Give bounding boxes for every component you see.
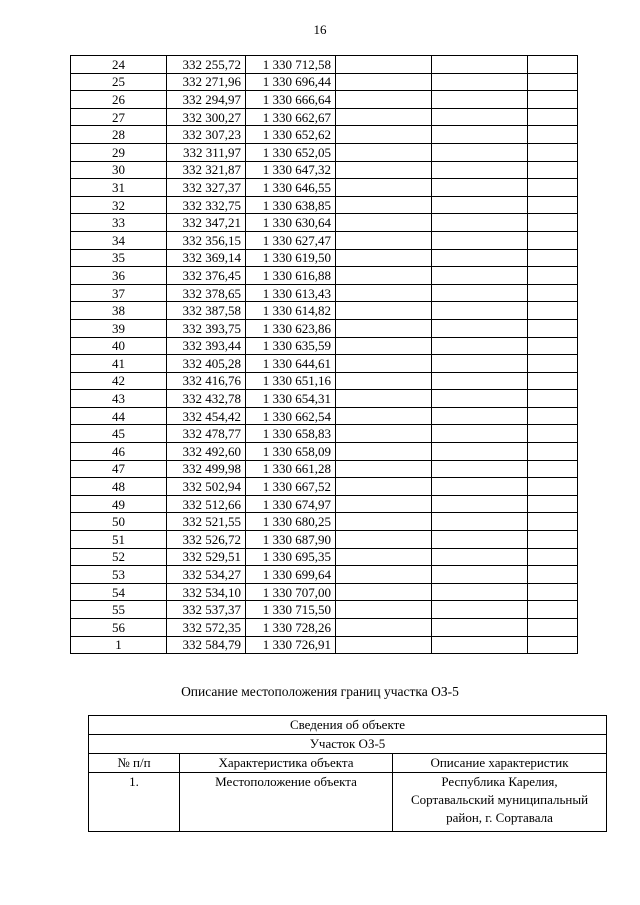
empty-cell [432, 478, 528, 496]
empty-cell [528, 231, 578, 249]
empty-cell [432, 407, 528, 425]
empty-cell [528, 460, 578, 478]
coordinate-row [71, 390, 578, 408]
empty-cell [432, 108, 528, 126]
y-coordinate-cell: 1 330 638,85 [246, 196, 336, 214]
x-coordinate-cell: 332 492,60 [167, 443, 246, 461]
y-coordinate-cell: 1 330 654,31 [246, 390, 336, 408]
y-coordinate-cell: 1 330 658,09 [246, 443, 336, 461]
point-number-cell: 44 [71, 407, 167, 425]
x-coordinate-cell: 332 478,77 [167, 425, 246, 443]
empty-cell [336, 126, 432, 144]
empty-cell [336, 214, 432, 232]
y-coordinate-cell: 1 330 712,58 [246, 56, 336, 74]
y-coordinate-cell: 1 330 667,52 [246, 478, 336, 496]
x-coordinate-cell: 332 311,97 [167, 143, 246, 161]
x-coordinate-cell: 332 378,65 [167, 284, 246, 302]
empty-cell [528, 91, 578, 109]
x-coordinate-cell: 332 454,42 [167, 407, 246, 425]
coordinate-row [71, 619, 578, 637]
empty-cell [528, 108, 578, 126]
x-coordinate-cell: 332 376,45 [167, 267, 246, 285]
point-number-cell: 38 [71, 302, 167, 320]
empty-cell [528, 407, 578, 425]
point-number-cell: 32 [71, 196, 167, 214]
point-number-cell: 42 [71, 372, 167, 390]
empty-cell [432, 513, 528, 531]
empty-cell [432, 425, 528, 443]
empty-cell [432, 531, 528, 549]
y-coordinate-cell: 1 330 647,32 [246, 161, 336, 179]
x-coordinate-cell: 332 521,55 [167, 513, 246, 531]
empty-cell [432, 337, 528, 355]
empty-cell [336, 267, 432, 285]
point-number-cell: 47 [71, 460, 167, 478]
empty-cell [528, 337, 578, 355]
coordinate-row [71, 566, 578, 584]
point-number-cell: 46 [71, 443, 167, 461]
coordinate-row [71, 267, 578, 285]
description-line: район, г. Сортавала [446, 810, 553, 825]
x-coordinate-cell: 332 405,28 [167, 355, 246, 373]
empty-cell [336, 372, 432, 390]
x-coordinate-cell: 332 327,37 [167, 179, 246, 197]
point-number-cell: 31 [71, 179, 167, 197]
y-coordinate-cell: 1 330 715,50 [246, 601, 336, 619]
x-coordinate-cell: 332 502,94 [167, 478, 246, 496]
empty-cell [432, 495, 528, 513]
empty-cell [528, 531, 578, 549]
empty-cell [336, 56, 432, 74]
coordinate-row [71, 601, 578, 619]
coordinate-row [71, 443, 578, 461]
empty-cell [528, 319, 578, 337]
empty-cell [432, 284, 528, 302]
empty-cell [432, 249, 528, 267]
empty-cell [528, 143, 578, 161]
empty-cell [432, 619, 528, 637]
y-coordinate-cell: 1 330 695,35 [246, 548, 336, 566]
empty-cell [528, 495, 578, 513]
coordinate-row [71, 460, 578, 478]
x-coordinate-cell: 332 369,14 [167, 249, 246, 267]
empty-cell [432, 355, 528, 373]
coordinate-row [71, 143, 578, 161]
empty-cell [528, 636, 578, 654]
description-line: Сортавальский муниципальный [410, 792, 589, 807]
y-coordinate-cell: 1 330 687,90 [246, 531, 336, 549]
empty-cell [336, 161, 432, 179]
coordinate-row [71, 319, 578, 337]
empty-cell [528, 73, 578, 91]
coordinate-row [71, 161, 578, 179]
point-number-cell: 30 [71, 161, 167, 179]
point-number-cell: 24 [71, 56, 167, 74]
empty-cell [528, 126, 578, 144]
point-number-cell: 34 [71, 231, 167, 249]
point-number-cell: 27 [71, 108, 167, 126]
point-number-cell: 55 [71, 601, 167, 619]
coordinate-row [71, 249, 578, 267]
empty-cell [528, 267, 578, 285]
empty-cell [336, 531, 432, 549]
coordinate-row [71, 548, 578, 566]
empty-cell [336, 425, 432, 443]
y-coordinate-cell: 1 330 635,59 [246, 337, 336, 355]
x-coordinate-cell: 332 526,72 [167, 531, 246, 549]
section-caption: Описание местоположения границ участка ОЗ-5 [181, 684, 459, 699]
x-coordinate-cell: 332 529,51 [167, 548, 246, 566]
description-line: Республика Карелия, [441, 774, 558, 789]
empty-cell [528, 619, 578, 637]
y-coordinate-cell: 1 330 613,43 [246, 284, 336, 302]
empty-cell [336, 337, 432, 355]
coordinate-row [71, 91, 578, 109]
x-coordinate-cell: 332 572,35 [167, 619, 246, 637]
empty-cell [528, 372, 578, 390]
point-number-cell: 48 [71, 478, 167, 496]
empty-cell [528, 601, 578, 619]
empty-cell [528, 284, 578, 302]
object-info-header-row [89, 716, 607, 735]
empty-cell [528, 355, 578, 373]
empty-cell [432, 372, 528, 390]
coordinate-row [71, 583, 578, 601]
point-number-cell: 54 [71, 583, 167, 601]
y-coordinate-cell: 1 330 728,26 [246, 619, 336, 637]
x-coordinate-cell: 332 332,75 [167, 196, 246, 214]
coordinate-row [71, 231, 578, 249]
y-coordinate-cell: 1 330 652,62 [246, 126, 336, 144]
empty-cell [528, 161, 578, 179]
coordinate-row [71, 179, 578, 197]
point-number-cell: 49 [71, 495, 167, 513]
coordinate-row [71, 513, 578, 531]
empty-cell [528, 56, 578, 74]
y-coordinate-cell: 1 330 623,86 [246, 319, 336, 337]
empty-cell [336, 443, 432, 461]
empty-cell [528, 583, 578, 601]
empty-cell [432, 302, 528, 320]
coordinate-row [71, 108, 578, 126]
empty-cell [432, 601, 528, 619]
empty-cell [432, 161, 528, 179]
x-coordinate-cell: 332 393,44 [167, 337, 246, 355]
empty-cell [336, 108, 432, 126]
point-number-cell: 50 [71, 513, 167, 531]
coordinate-row [71, 196, 578, 214]
point-number-cell: 51 [71, 531, 167, 549]
coordinate-row [71, 478, 578, 496]
x-coordinate-cell: 332 416,76 [167, 372, 246, 390]
object-info-table [88, 715, 607, 832]
empty-cell [336, 495, 432, 513]
y-coordinate-cell: 1 330 619,50 [246, 249, 336, 267]
empty-cell [432, 636, 528, 654]
point-number-cell: 41 [71, 355, 167, 373]
coordinate-row [71, 372, 578, 390]
empty-cell [432, 196, 528, 214]
y-coordinate-cell: 1 330 699,64 [246, 566, 336, 584]
empty-cell [432, 267, 528, 285]
x-coordinate-cell: 332 499,98 [167, 460, 246, 478]
coordinate-row [71, 495, 578, 513]
empty-cell [336, 302, 432, 320]
empty-cell [432, 143, 528, 161]
empty-cell [432, 73, 528, 91]
empty-cell [336, 319, 432, 337]
point-number-cell: 25 [71, 73, 167, 91]
coordinate-row [71, 337, 578, 355]
empty-cell [432, 319, 528, 337]
empty-cell [528, 566, 578, 584]
empty-cell [528, 513, 578, 531]
y-coordinate-cell: 1 330 662,54 [246, 407, 336, 425]
y-coordinate-cell: 1 330 661,28 [246, 460, 336, 478]
empty-cell [432, 179, 528, 197]
point-number-cell: 40 [71, 337, 167, 355]
empty-cell [528, 302, 578, 320]
x-coordinate-cell: 332 347,21 [167, 214, 246, 232]
empty-cell [432, 56, 528, 74]
y-coordinate-cell: 1 330 674,97 [246, 495, 336, 513]
point-number-cell: 45 [71, 425, 167, 443]
object-info-row [89, 773, 607, 832]
empty-cell [432, 231, 528, 249]
object-info-subheader: Участок ОЗ-5 [89, 735, 607, 754]
empty-cell [432, 460, 528, 478]
point-number-cell: 1 [71, 636, 167, 654]
coordinate-row [71, 284, 578, 302]
y-coordinate-cell: 1 330 646,55 [246, 179, 336, 197]
empty-cell [432, 91, 528, 109]
empty-cell [336, 284, 432, 302]
empty-cell [336, 179, 432, 197]
x-coordinate-cell: 332 321,87 [167, 161, 246, 179]
empty-cell [432, 583, 528, 601]
x-coordinate-cell: 332 294,97 [167, 91, 246, 109]
empty-cell [336, 566, 432, 584]
y-coordinate-cell: 1 330 651,16 [246, 372, 336, 390]
empty-cell [528, 443, 578, 461]
empty-cell [336, 249, 432, 267]
y-coordinate-cell: 1 330 644,61 [246, 355, 336, 373]
empty-cell [528, 249, 578, 267]
coordinate-row [71, 531, 578, 549]
x-coordinate-cell: 332 584,79 [167, 636, 246, 654]
coordinate-row [71, 214, 578, 232]
object-info-header: Сведения об объекте [89, 716, 607, 735]
point-number-cell: 53 [71, 566, 167, 584]
y-coordinate-cell: 1 330 696,44 [246, 73, 336, 91]
point-number-cell: 56 [71, 619, 167, 637]
column-header-num: № п/п [89, 754, 180, 773]
row-characteristic: Местоположение объекта [180, 773, 393, 832]
y-coordinate-cell: 1 330 627,47 [246, 231, 336, 249]
empty-cell [336, 636, 432, 654]
coordinate-row [71, 407, 578, 425]
y-coordinate-cell: 1 330 616,88 [246, 267, 336, 285]
empty-cell [336, 407, 432, 425]
y-coordinate-cell: 1 330 726,91 [246, 636, 336, 654]
y-coordinate-cell: 1 330 662,67 [246, 108, 336, 126]
empty-cell [528, 214, 578, 232]
empty-cell [336, 231, 432, 249]
x-coordinate-cell: 332 393,75 [167, 319, 246, 337]
empty-cell [528, 196, 578, 214]
x-coordinate-cell: 332 356,15 [167, 231, 246, 249]
point-number-cell: 36 [71, 267, 167, 285]
empty-cell [336, 355, 432, 373]
y-coordinate-cell: 1 330 614,82 [246, 302, 336, 320]
empty-cell [528, 425, 578, 443]
empty-cell [336, 513, 432, 531]
coordinate-row [71, 636, 578, 654]
empty-cell [336, 460, 432, 478]
empty-cell [432, 126, 528, 144]
x-coordinate-cell: 332 387,58 [167, 302, 246, 320]
x-coordinate-cell: 332 537,37 [167, 601, 246, 619]
point-number-cell: 29 [71, 143, 167, 161]
y-coordinate-cell: 1 330 707,00 [246, 583, 336, 601]
point-number-cell: 39 [71, 319, 167, 337]
object-info-subheader-row [89, 735, 607, 754]
empty-cell [336, 478, 432, 496]
y-coordinate-cell: 1 330 680,25 [246, 513, 336, 531]
coordinate-row [71, 73, 578, 91]
empty-cell [528, 390, 578, 408]
empty-cell [336, 619, 432, 637]
empty-cell [336, 196, 432, 214]
empty-cell [336, 143, 432, 161]
y-coordinate-cell: 1 330 658,83 [246, 425, 336, 443]
object-info-columns-row [89, 754, 607, 773]
x-coordinate-cell: 332 432,78 [167, 390, 246, 408]
empty-cell [336, 548, 432, 566]
x-coordinate-cell: 332 307,23 [167, 126, 246, 144]
point-number-cell: 37 [71, 284, 167, 302]
x-coordinate-cell: 332 271,96 [167, 73, 246, 91]
coordinate-row [71, 302, 578, 320]
x-coordinate-cell: 332 255,72 [167, 56, 246, 74]
coordinate-row [71, 355, 578, 373]
row-description [393, 773, 607, 832]
empty-cell [432, 214, 528, 232]
y-coordinate-cell: 1 330 630,64 [246, 214, 336, 232]
empty-cell [336, 91, 432, 109]
empty-cell [432, 390, 528, 408]
empty-cell [336, 583, 432, 601]
point-number-cell: 43 [71, 390, 167, 408]
y-coordinate-cell: 1 330 666,64 [246, 91, 336, 109]
point-number-cell: 33 [71, 214, 167, 232]
coordinate-row [71, 425, 578, 443]
column-header-characteristic: Характеристика объекта [180, 754, 393, 773]
empty-cell [432, 566, 528, 584]
empty-cell [528, 179, 578, 197]
point-number-cell: 35 [71, 249, 167, 267]
x-coordinate-cell: 332 512,66 [167, 495, 246, 513]
point-number-cell: 28 [71, 126, 167, 144]
empty-cell [528, 478, 578, 496]
empty-cell [432, 443, 528, 461]
x-coordinate-cell: 332 534,10 [167, 583, 246, 601]
column-header-description: Описание характеристик [393, 754, 607, 773]
x-coordinate-cell: 332 300,27 [167, 108, 246, 126]
point-number-cell: 26 [71, 91, 167, 109]
page-number: 16 [313, 22, 327, 37]
empty-cell [336, 73, 432, 91]
empty-cell [432, 548, 528, 566]
x-coordinate-cell: 332 534,27 [167, 566, 246, 584]
y-coordinate-cell: 1 330 652,05 [246, 143, 336, 161]
empty-cell [336, 390, 432, 408]
empty-cell [528, 548, 578, 566]
row-num: 1. [89, 773, 180, 832]
coordinate-row [71, 56, 578, 74]
coordinate-row [71, 126, 578, 144]
coordinates-table [70, 55, 578, 654]
empty-cell [336, 601, 432, 619]
point-number-cell: 52 [71, 548, 167, 566]
